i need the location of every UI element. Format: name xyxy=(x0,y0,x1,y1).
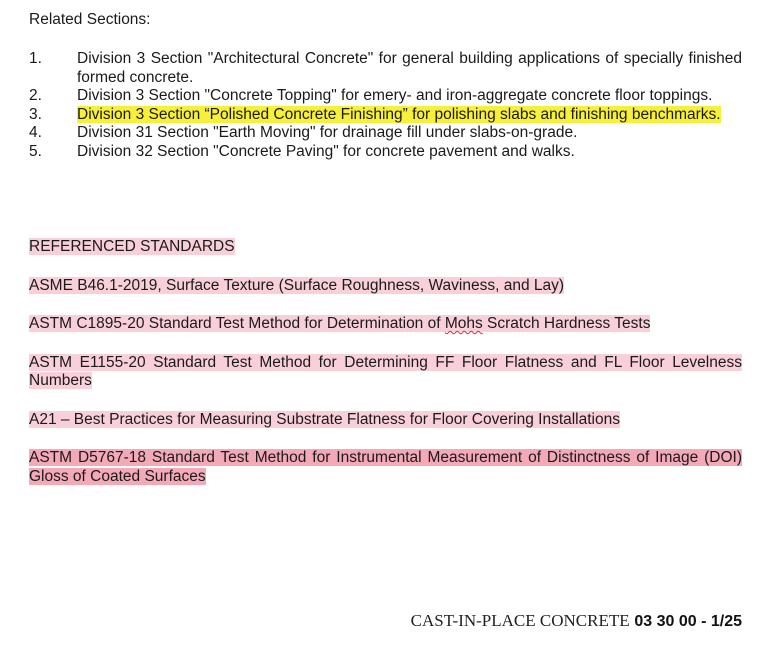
pink-highlight-text: ASTM E1155-20 Standard Test Method for Determining FF Floor Flatness and FL Floor Levelness Numbers xyxy=(29,353,742,389)
pink-highlight-text: ASME B46.1-2019, Surface Texture (Surface Roughness, Waviness, and Lay) xyxy=(29,276,565,294)
list-item xyxy=(29,124,742,143)
list-item-highlighted xyxy=(29,106,742,125)
pink-highlight-text: REFERENCED STANDARDS xyxy=(29,238,235,255)
list-number: 4. xyxy=(29,124,42,141)
list-text xyxy=(77,143,742,162)
page-footer xyxy=(411,611,742,631)
standard-item xyxy=(29,277,742,296)
referenced-standards-heading xyxy=(29,238,742,257)
related-sections-list xyxy=(29,50,742,161)
spellcheck-misspelled-word[interactable]: Mohs xyxy=(444,315,483,332)
standard-item xyxy=(29,411,742,430)
list-text-content: Division 32 Section "Concrete Paving" for concrete pavement and walks. xyxy=(77,142,575,160)
pink-highlight-text xyxy=(29,315,650,332)
yellow-highlight-text: Division 3 Section “Polished Concrete Finishing” for polishing slabs and finishing benchmarks. xyxy=(77,105,721,123)
referenced-standards-section xyxy=(29,238,742,506)
list-text xyxy=(77,50,742,87)
footer-section-code: 03 30 00 - 1/25 xyxy=(634,613,742,630)
list-item xyxy=(29,143,742,162)
footer-section-title: CAST-IN-PLACE CONCRETE xyxy=(410,611,630,630)
list-number: 1. xyxy=(29,50,42,67)
list-text xyxy=(77,106,742,125)
list-text-content: Division 3 Section "Concrete Topping" for emery- and iron-aggregate concrete floor toppings. xyxy=(77,87,713,104)
list-item xyxy=(29,87,742,106)
pink-highlight-text: A21 – Best Practices for Measuring Substrate Flatness for Floor Covering Installations xyxy=(29,410,620,428)
list-number: 2. xyxy=(29,87,42,104)
list-text-content: Division 3 Section "Architectural Concrete" for general building applications of specially finished formed concrete. xyxy=(77,50,742,86)
list-number: 3. xyxy=(29,105,42,123)
standard-text-before: ASTM C1895-20 Standard Test Method for Determination of xyxy=(29,315,445,332)
list-text-content: Division 31 Section "Earth Moving" for drainage fill under slabs-on-grade. xyxy=(77,124,578,141)
related-sections-title: Related Sections: xyxy=(29,11,151,28)
list-text xyxy=(77,124,742,143)
standard-item xyxy=(29,449,742,486)
list-number: 5. xyxy=(29,142,42,160)
list-item xyxy=(29,50,742,87)
standard-text-after: Scratch Hardness Tests xyxy=(482,315,651,332)
pink-highlight-text-strong: ASTM D5767-18 Standard Test Method for Instrumental Measurement of Distinctness of Image (DOI) Gloss of Coated Surfaces xyxy=(29,449,742,485)
standard-item xyxy=(29,354,742,391)
list-text xyxy=(77,87,742,106)
standard-item xyxy=(29,315,742,334)
